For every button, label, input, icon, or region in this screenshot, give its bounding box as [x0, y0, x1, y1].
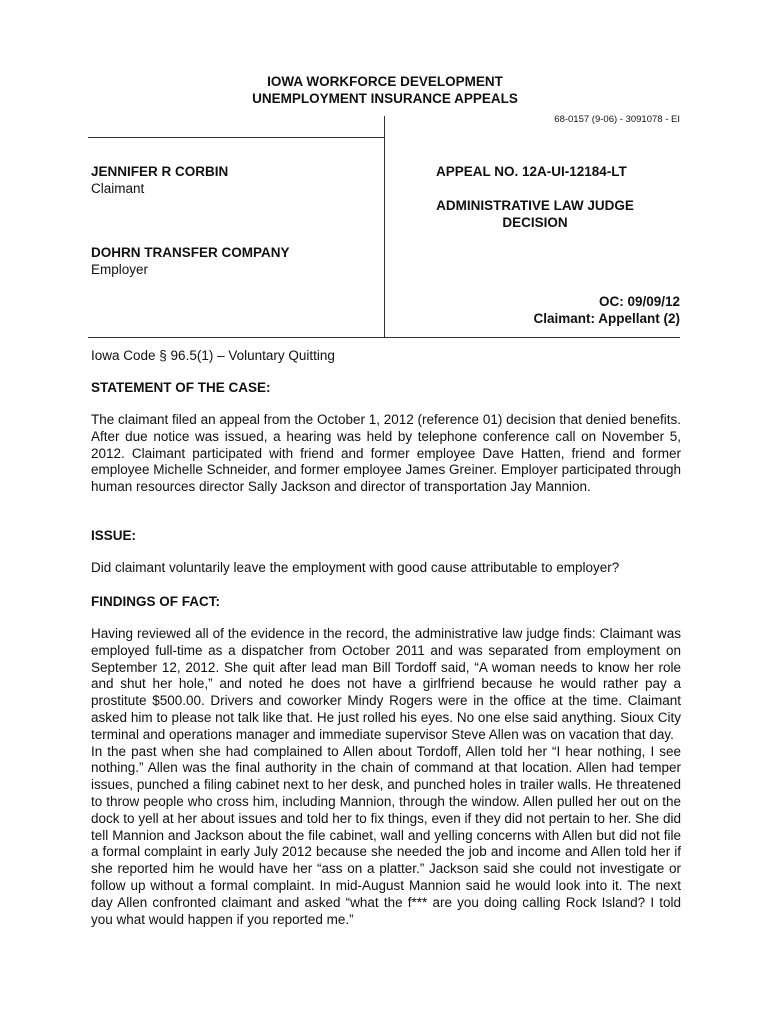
decision-title-line1: ADMINISTRATIVE LAW JUDGE [436, 198, 634, 213]
findings-heading: FINDINGS OF FACT: [91, 594, 220, 609]
statement-heading: STATEMENT OF THE CASE: [91, 380, 271, 395]
employer-name: DOHRN TRANSFER COMPANY [91, 245, 290, 260]
claimant-status: Claimant: Appellant (2) [533, 311, 680, 326]
caption-bottom-rule [88, 337, 680, 338]
oc-date: OC: 09/09/12 [598, 294, 680, 309]
agency-subtitle: UNEMPLOYMENT INSURANCE APPEALS [252, 91, 518, 106]
findings-paragraph-1: Having reviewed all of the evidence in the record, the administrative law judge finds: Claimant was employed full-time as a dispatcher from October 2011 and was separated from employment on September 12, 2012. She quit after lead man Bill Tordoff said, “A woman needs to know her role and shut her hole,” and noted he does not have a girlfriend because he would rather pay a prostitute $500.00. Drivers and coworker Mindy Rogers were in the office at the time. Claimant asked him to please not talk like that. He just rolled his eyes. No one else said anything. Sioux City terminal and operations manager and immediate supervisor Steve Allen was on vacation that day. [91, 626, 681, 742]
caption-divider [384, 116, 385, 338]
decision-title-line2: DECISION [502, 215, 568, 230]
code-reference: Iowa Code § 96.5(1) – Voluntary Quitting [91, 348, 335, 363]
employer-role: Employer [91, 262, 149, 277]
caption-top-rule [88, 137, 384, 138]
claimant-name: JENNIFER R CORBIN [91, 164, 229, 179]
agency-title: IOWA WORKFORCE DEVELOPMENT [267, 74, 503, 89]
claimant-role: Claimant [91, 181, 145, 196]
form-number: 68-0157 (9-06) - 3091078 - EI [554, 114, 680, 125]
statement-text: The claimant filed an appeal from the October 1, 2012 (reference 01) decision that denied benefits. After due notice was issued, a hearing was held by telephone conference call on November 5, 2012. Claimant participated with friend and former employee Dave Hatten, friend and former employee Michelle Schneider, and former employee James Greiner. Employer participated through human resources director Sally Jackson and director of transportation Jay Mannion. [91, 412, 681, 495]
issue-text: Did claimant voluntarily leave the employment with good cause attributable to employer? [91, 560, 620, 575]
findings-body [91, 626, 681, 928]
issue-heading: ISSUE: [91, 528, 137, 543]
findings-paragraph-2: In the past when she had complained to Allen about Tordoff, Allen told her “I hear nothing, I see nothing.” Allen was the final authority in the chain of command at that location. Allen had temper issues, punched a filing cabinet next to her desk, and punched holes in trailer walls. He threatened to throw people who cross him, including Mannion, through the window. Allen pulled her out on the dock to yell at her about issues and told her to fix things, even if they did not pertain to her. She did tell Mannion and Jackson about the file cabinet, wall and yelling concerns with Allen but did not file a formal complaint in early July 2012 because she needed the job and income and Allen told her if she reported him he would have her “ass on a platter.” Jackson said she could not investigate or follow up without a formal complaint. In mid-August Mannion said he would look into it. The next day Allen confronted claimant and asked “what the f*** are you doing calling Rock Island? I told you what would happen if you reported me.” [91, 743, 681, 927]
appeal-number: APPEAL NO. 12A-UI-12184-LT [436, 164, 627, 179]
